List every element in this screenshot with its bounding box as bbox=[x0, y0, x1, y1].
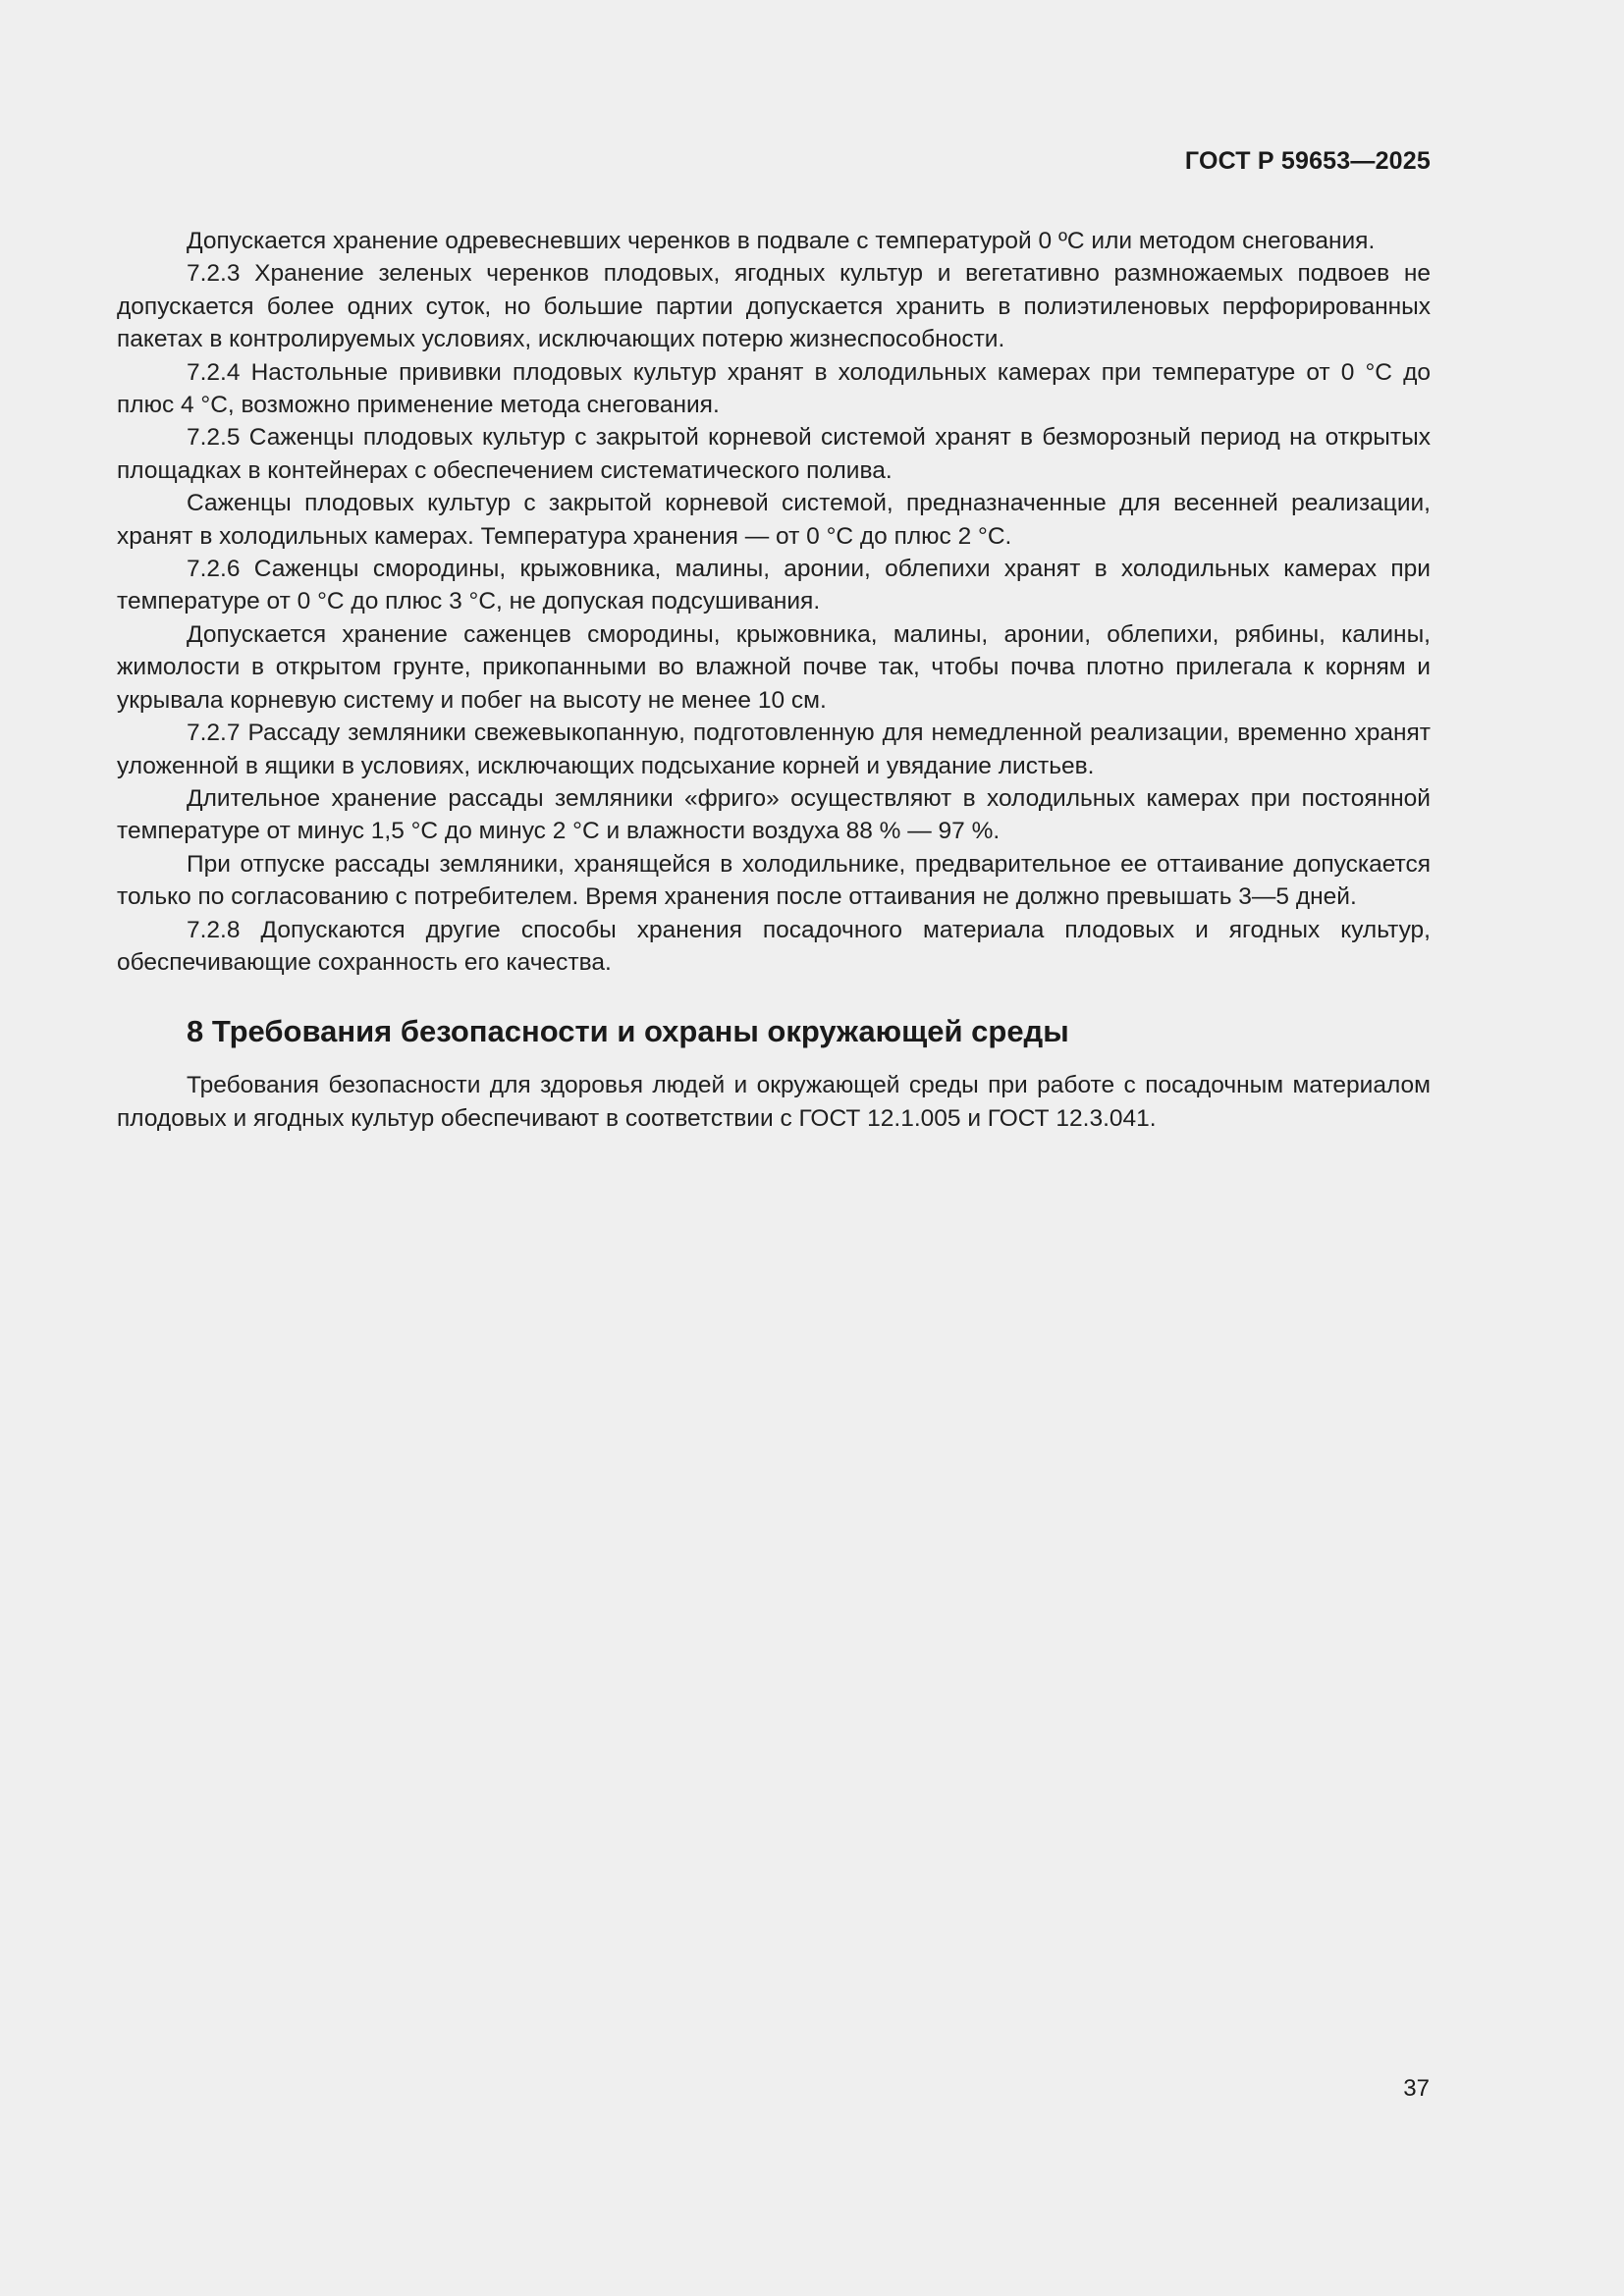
paragraph-storage-cuttings: Допускается хранение одревесневших черенков в подвале с температурой 0 ºС или методом снегования. bbox=[187, 228, 1376, 254]
page-number: 37 bbox=[1403, 2075, 1430, 2102]
paragraph-7-2-4: 7.2.4 Настольные прививки плодовых культур хранят в холодильных камерах при температуре от 0 °С до плюс 4 °С, возможно применение метода снегования. bbox=[117, 358, 1431, 419]
paragraph-closed-root-seedlings: Саженцы плодовых культур с закрытой корневой системой, предназначенные для весенней реализации, хранят в холодильных камерах. Температура хранения — от 0 °С до плюс 2 °С. bbox=[117, 490, 1431, 550]
paragraph-7-2-8: 7.2.8 Допускаются другие способы хранения посадочного материала плодовых и ягодных культур, обеспечивающие сохранность его качества. bbox=[117, 916, 1431, 976]
paragraph-frigo-storage: Длительное хранение рассады земляники «фриго» осуществляют в холодильных камерах при постоянной температуре от минус 1,5 °С до минус 2 °С и влажности воздуха 88 % — 97 %. bbox=[117, 784, 1431, 845]
document-code-header: ГОСТ Р 59653—2025 bbox=[1184, 147, 1431, 175]
paragraph-7-2-3: 7.2.3 Хранение зеленых черенков плодовых, ягодных культур и вегетативно размножаемых подвоев не допускается более одних суток, но большие партии допускается хранить в полиэтиленовых перфорированных пакетах в контролируемых условиях, исключающих потерю жизнеспособности. bbox=[117, 260, 1431, 353]
paragraph-7-2-5: 7.2.5 Саженцы плодовых культур с закрытой корневой системой хранят в безморозный период на открытых площадках в контейнерах с обеспечением систематического полива. bbox=[117, 424, 1431, 484]
paragraph-7-2-6: 7.2.6 Саженцы смородины, крыжовника, малины, аронии, облепихи хранят в холодильных камерах при температуре от 0 °С до плюс 3 °С, не допуская подсушивания. bbox=[117, 556, 1431, 615]
paragraph-7-2-7: 7.2.7 Рассаду земляники свежевыкопанную, подготовленную для немедленной реализации, временно хранят уложенной в ящики в условиях, исключающих подсыхание корней и увядание листьев. bbox=[117, 720, 1431, 779]
section-heading: 8 Требования безопасности и охраны окружающей среды bbox=[187, 1014, 1069, 1049]
section-paragraph: Требования безопасности для здоровья людей и окружающей среды при работе с посадочным материалом плодовых и ягодных культур обеспечивают в соответствии с ГОСТ 12.1.005 и ГОСТ 12.3.041. bbox=[117, 1072, 1431, 1132]
paragraph-thawing: При отпуске рассады земляники, хранящейся в холодильнике, предварительное ее оттаивание допускается только по согласованию с потребителем. Время хранения после оттаивания не должно превышать 3—5 дней. bbox=[117, 850, 1431, 911]
paragraph-open-ground-storage: Допускается хранение саженцев смородины, крыжовника, малины, аронии, облепихи, рябины, калины, жимолости в открытом грунте, прикопанными во влажной почве так, чтобы почва плотно прилегала к корням и укрывала корневую систему и побег на высоту не менее 10 см. bbox=[117, 620, 1431, 714]
document-body bbox=[117, 225, 1431, 1135]
